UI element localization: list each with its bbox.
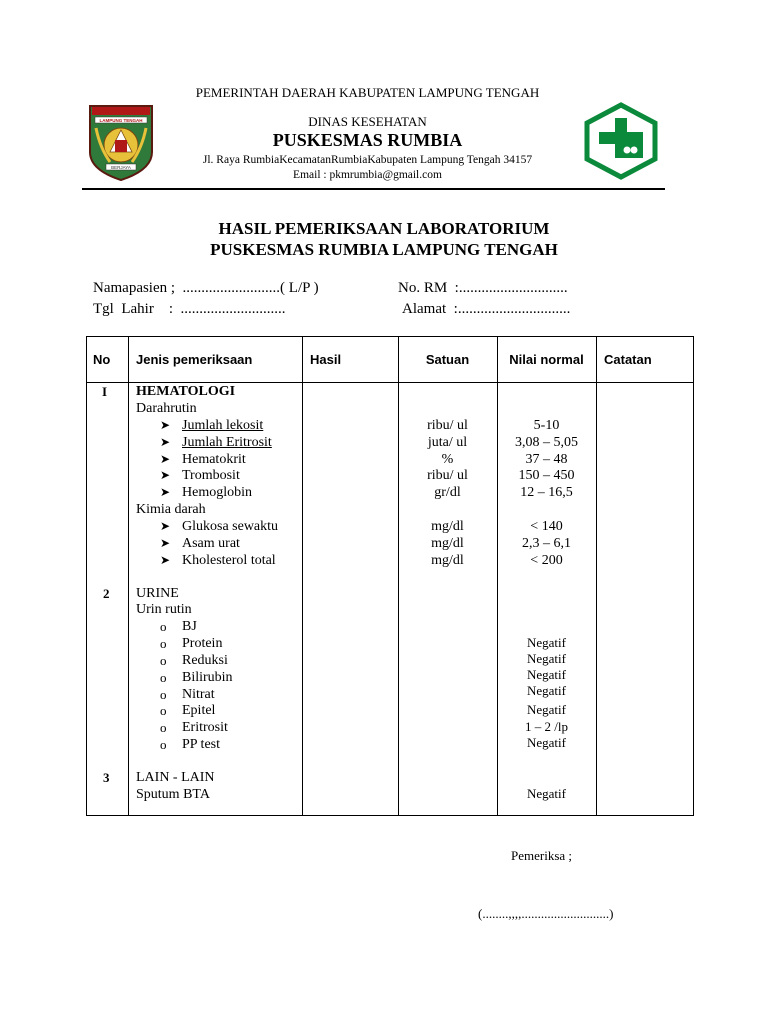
test-name: Trombosit [182, 468, 240, 483]
lampung-tengah-crest-icon [86, 100, 156, 182]
arrow-bullet-icon: ➤ [160, 435, 171, 449]
arrow-bullet-icon: ➤ [160, 468, 171, 482]
puskesmas-logo-icon [583, 102, 659, 180]
test-name: Bilirubin [182, 670, 233, 685]
test-name: Jumlah Eritrosit [182, 435, 272, 450]
patient-address-field: Alamat :.............................. [402, 301, 571, 317]
test-unit: ribu/ ul [427, 418, 468, 433]
column-header-result: Hasil [310, 352, 342, 367]
column-divider [398, 336, 399, 816]
group-title: Urin rutin [136, 602, 192, 617]
test-name: Protein [182, 636, 223, 651]
column-header-note: Catatan [604, 352, 652, 367]
test-name: Kholesterol total [182, 553, 276, 568]
arrow-bullet-icon: ➤ [160, 553, 171, 567]
test-normal-value: 3,08 – 5,05 [515, 435, 578, 450]
arrow-bullet-icon: ➤ [160, 452, 171, 466]
test-normal-value: Negatif [527, 651, 566, 666]
test-unit: gr/dl [434, 485, 461, 500]
test-name: Asam urat [182, 536, 240, 551]
column-header-unit: Satuan [425, 352, 470, 367]
test-name: Hematokrit [182, 452, 246, 467]
test-normal-value: Negatif [527, 667, 566, 682]
institution-heading: PUSKESMAS RUMBIA [272, 130, 463, 150]
arrow-bullet-icon: ➤ [160, 485, 171, 499]
test-name: Eritrosit [182, 720, 228, 735]
section-number: 3 [103, 770, 110, 785]
test-normal-value: < 200 [530, 553, 563, 568]
test-normal-value: Negatif [527, 735, 566, 750]
test-normal-value: Negatif [527, 635, 566, 650]
department-heading: DINAS KESEHATAN [308, 114, 427, 129]
test-name: Jumlah lekosit [182, 418, 264, 433]
test-normal-value: 5-10 [533, 418, 560, 433]
column-header-no: No [93, 352, 111, 367]
signature-line: (........,,,,...........................) [478, 906, 614, 921]
circle-bullet-icon: o [160, 670, 167, 685]
section-number: 2 [103, 586, 110, 601]
date-of-birth-field: Tgl Lahir : ............................ [93, 301, 286, 317]
arrow-bullet-icon: ➤ [160, 536, 171, 550]
column-header-normal: Nilai normal [509, 352, 584, 367]
test-unit: mg/dl [431, 553, 464, 568]
email-line: Email : pkmrumbia@gmail.com [293, 169, 442, 181]
test-normal-value: 2,3 – 6,1 [522, 536, 571, 551]
header-divider [82, 188, 665, 190]
test-name: Epitel [182, 703, 216, 718]
patient-name-field: Namapasien ; ..........................( L/P ) [93, 280, 319, 296]
test-unit: % [441, 452, 454, 467]
group-title: Darahrutin [136, 401, 197, 416]
column-divider [596, 336, 597, 816]
test-normal-value: 12 – 16,5 [520, 485, 573, 500]
column-divider [128, 336, 129, 816]
examiner-label: Pemeriksa ; [511, 848, 573, 863]
section-title: URINE [136, 586, 179, 601]
test-name: Sputum BTA [136, 787, 210, 802]
medical-record-field: No. RM :............................. [398, 280, 568, 296]
test-normal-value: 37 – 48 [525, 452, 568, 467]
test-normal-value: < 140 [530, 519, 563, 534]
circle-bullet-icon: o [160, 687, 167, 702]
circle-bullet-icon: o [160, 636, 167, 651]
circle-bullet-icon: o [160, 703, 167, 718]
arrow-bullet-icon: ➤ [160, 519, 171, 533]
circle-bullet-icon: o [160, 653, 167, 668]
test-normal-value: Negatif [527, 702, 566, 717]
svg-text:LAMPUNG TENGAH: LAMPUNG TENGAH [99, 118, 143, 123]
circle-bullet-icon: o [160, 737, 167, 752]
test-name: Nitrat [182, 687, 215, 702]
government-heading: PEMERINTAH DAERAH KABUPATEN LAMPUNG TENGAH [195, 85, 540, 100]
test-normal-value: Negatif [527, 786, 566, 801]
test-name: Glukosa sewaktu [182, 519, 279, 534]
group-title: Kimia darah [136, 502, 206, 517]
arrow-bullet-icon: ➤ [160, 418, 171, 432]
test-name: Hemoglobin [182, 485, 252, 500]
test-unit: juta/ ul [427, 435, 468, 450]
section-title: HEMATOLOGI [136, 384, 236, 399]
test-name: PP test [182, 737, 220, 752]
test-normal-value: 150 – 450 [518, 468, 575, 483]
section-number: I [102, 384, 108, 399]
test-unit: mg/dl [431, 519, 464, 534]
report-title: HASIL PEMERIKSAAN LABORATORIUM [218, 219, 550, 238]
circle-bullet-icon: o [160, 720, 167, 735]
report-subtitle: PUSKESMAS RUMBIA LAMPUNG TENGAH [210, 240, 558, 259]
test-unit: ribu/ ul [427, 468, 468, 483]
circle-bullet-icon: o [160, 619, 167, 634]
column-header-test: Jenis pemeriksaan [136, 352, 253, 367]
test-unit: mg/dl [431, 536, 464, 551]
svg-text:BERJAYA: BERJAYA [111, 165, 131, 170]
test-name: Reduksi [182, 653, 228, 668]
test-normal-value: 1 – 2 /lp [525, 719, 568, 734]
test-name: BJ [182, 619, 197, 634]
section-title: LAIN - LAIN [136, 770, 215, 785]
column-divider [302, 336, 303, 816]
address-line: Jl. Raya RumbiaKecamatanRumbiaKabupaten Lampung Tengah 34157 [202, 154, 533, 166]
test-normal-value: Negatif [527, 683, 566, 698]
